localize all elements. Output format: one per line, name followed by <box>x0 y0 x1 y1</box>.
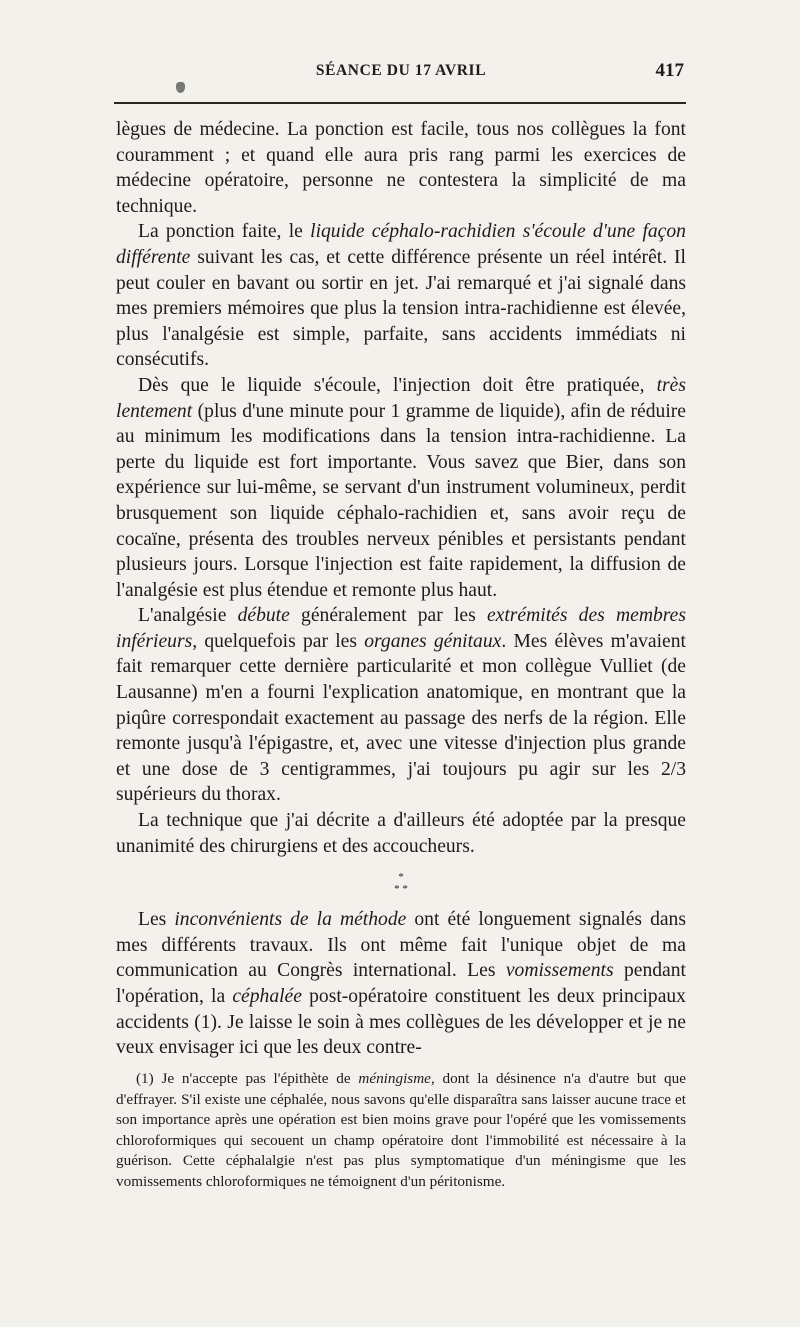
italic-span: liquide céphalo-rachidien s'écoule d'une façon différente <box>116 221 686 268</box>
separator-stars-bottom: * * <box>394 883 408 896</box>
text-span: , dont la désinence n'a d'autre but que d'effrayer. S'il existe une céphalée, nous savons qu'elle disparaîtra sans laisser aucune trace et son importance après une opération est bien moins grave pour l'opéré que les vomissements chloroformiques qui secouent un champ opératoire dont l'immobilité est nécessaire à la guérison. Cette céphalalgie n'est pas plus symptomatique d'un méningisme que les vomissements chloroformiques ne témoignent d'un péritonisme. <box>116 1070 686 1190</box>
footnote <box>116 1069 686 1193</box>
section-separator <box>116 871 686 895</box>
italic-span: extrémités des membres inférieurs <box>116 605 687 652</box>
italic-span: organes génitaux <box>364 630 502 652</box>
italic-span: vomissements <box>505 960 614 982</box>
text-span: généralement par les <box>289 605 487 627</box>
text-span: La ponction faite, le <box>138 221 311 243</box>
main-text <box>116 117 686 1061</box>
text-span: ont été longuement signalés dans mes différents travaux. Ils ont même fait l'unique objet de ma communication au Congrès international. Les <box>116 909 686 982</box>
text-span: (1) Je n'accepte pas l'épithète de <box>136 1070 359 1087</box>
text-span: , quelquefois par les <box>192 630 365 652</box>
italic-span: céphalée <box>232 986 302 1007</box>
paragraph-2 <box>116 219 686 373</box>
paragraph-1: lègues de médecine. La ponction est facile, tous nos collègues la font couramment ; et quand elle aura pris rang parmi les exercices de médecine opératoire, personne ne contestera la simplicité de ma technique. <box>116 119 686 217</box>
text-span: post-opératoire constituent les deux principaux accidents (1). Je laisse le soin à mes collègues de les développer et je ne veux envisager ici que les deux contre- <box>116 986 686 1059</box>
text-span: pendant l'opération, la <box>116 960 686 1007</box>
paragraph-5: La technique que j'ai décrite a d'ailleurs été adoptée par la presque unanimité des chirurgiens et des accoucheurs. <box>116 810 686 857</box>
header-title: SÉANCE DU 17 AVRIL <box>315 62 487 79</box>
italic-span: méningisme <box>358 1070 431 1087</box>
text-span: L'analgésie <box>138 605 238 627</box>
text-span: . Mes élèves m'avaient fait remarquer cette dernière particularité et mon collègue Vulliet (de Lausanne) m'en a fourni l'explication anatomique, en montrant que la piqûre correspondait exactement au passage des nerfs de la région. Elle remonte jusqu'à l'épigastre, et, avec une vitesse d'injection plus grande et une dose de 3 centigrammes, j'ai toujours pu agir sur les 2/3 supérieurs du thorax. <box>116 630 686 806</box>
footnote-text <box>116 1069 686 1193</box>
italic-span: débute <box>237 605 290 627</box>
header-rule <box>114 102 686 104</box>
separator-star-top: * <box>398 871 404 884</box>
paragraph-3 <box>116 373 686 603</box>
paragraph-4 <box>116 603 686 808</box>
text-span: (plus d'une minute pour 1 gramme de liquide), afin de réduire au minimum les modifications dans la tension intra-rachidienne. La perte du liquide est fort importante. Vous savez que Bier, dans son expérience sur lui-même, se servant d'un instrument volumineux, perdit brusquement son liquide céphalo-rachidien et, sans avoir reçu de cocaïne, présenta des troubles nerveux pénibles et persistants pendant plusieurs jours. Lorsque l'injection est faite rapidement, la diffusion de l'analgésie est plus étendue et remonte plus haut. <box>116 400 686 601</box>
paragraph-6 <box>116 907 686 1061</box>
page-number: 417 <box>655 60 684 81</box>
running-header <box>118 62 684 86</box>
text-span: Les <box>138 909 175 931</box>
text-span: Dès que le liquide s'écoule, l'injection doit être pratiquée, <box>138 374 657 396</box>
italic-span: très lentement <box>116 374 686 422</box>
italic-span: inconvénients de la méthode <box>174 909 407 931</box>
text-span: suivant les cas, et cette différence présente un réel intérêt. Il peut couler en bavant ou sortir en jet. J'ai remarqué et j'ai signalé dans mes premiers mémoires que plus la tension intra-rachidienne est élevée, plus l'analgésie est simple, parfaite, sans accidents immédiats ni consécutifs. <box>116 246 686 371</box>
